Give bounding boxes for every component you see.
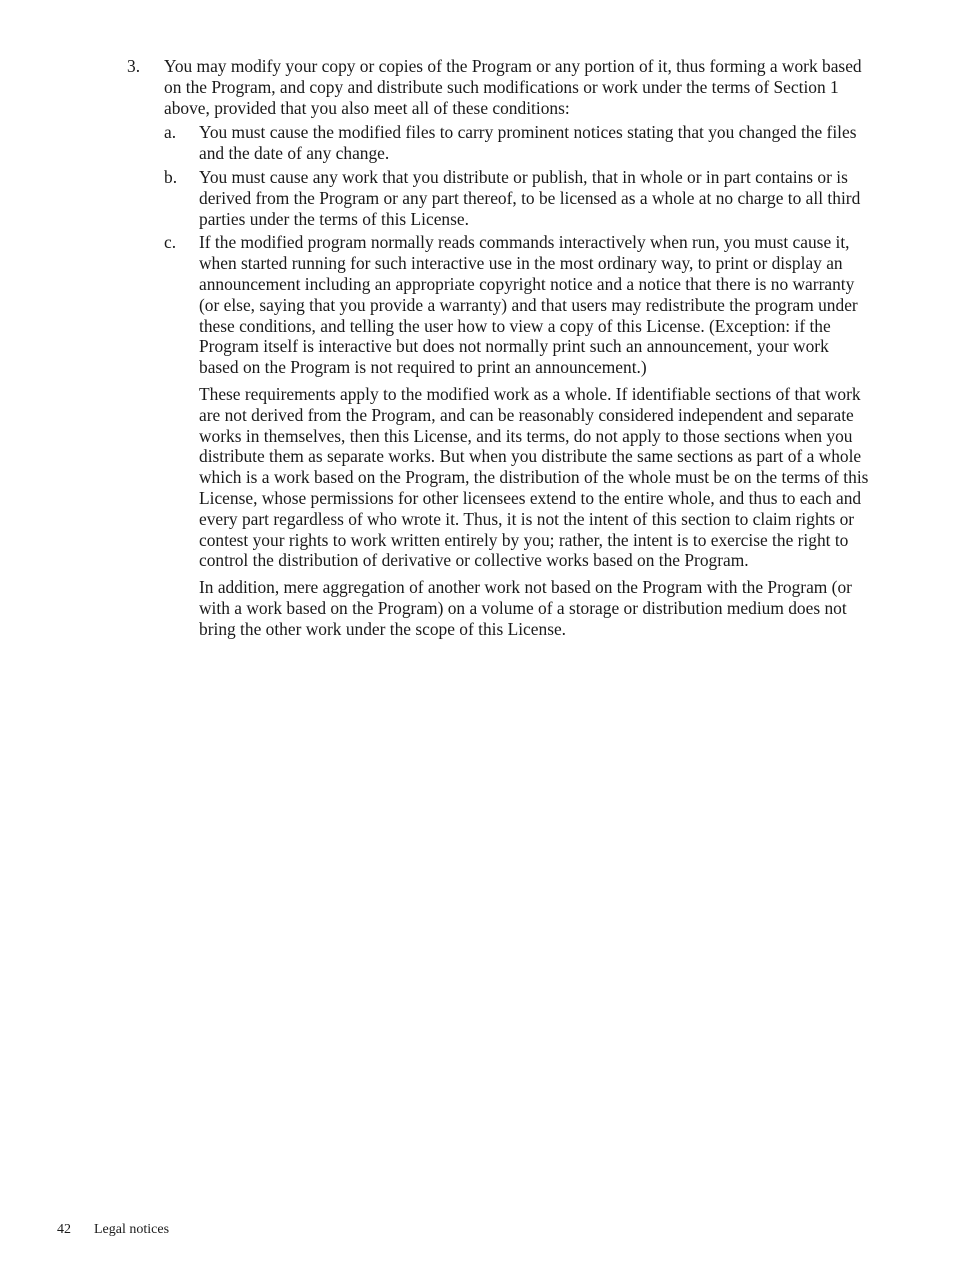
list-item-3 [127,56,872,640]
footer-section-title: Legal notices [94,1222,170,1237]
page-number: 42 [57,1222,71,1237]
paragraph-requirements: These requirements apply to the modified work as a whole. If identifiable sections of that work are not derived from the Program, and can be reasonably considered independent and separate works in themselves, then this License, and its terms, do not apply to those sections when you distribute them as separate works. But when you distribute the same sections as part of a whole which is a work based on the Program, the distribution of the whole must be on the terms of this License, whose permissions for other licensees extend to the entire whole, and thus to each and every part regardless of who wrote it. Thus, it is not the intent of this section to claim rights or contest your rights to work written entirely by you; rather, the intent is to exercise the right to control the distribution of derivative or collective works based on the Program. [199,383,869,571]
sublist [164,122,872,639]
subitem-text: You must cause any work that you distribute or publish, that in whole or in part contains or is derived from the Program or any part thereof, to be licensed as a whole at no charge to all third parties under the terms of this License. [199,166,861,229]
list-item-number: 3. [127,56,141,76]
subitem-letter: a. [164,122,177,143]
page-footer [57,1222,169,1238]
subitem-a [164,122,872,164]
subitem-letter: c. [164,232,177,253]
paragraph-aggregation: In addition, mere aggregation of another work not based on the Program with the Program (or with a work based on the Program) on a volume of a storage or distribution medium does not bring the other work under the scope of this License. [199,577,852,639]
subitem-text: You must cause the modified files to carry prominent notices stating that you changed the files and the date of any change. [199,122,857,164]
subitem-c [164,232,872,378]
list-item-text: You may modify your copy or copies of the Program or any portion of it, thus forming a work based on the Program, and copy and distribute such modifications or work under the terms of Section 1 above, provided that you also meet all of these conditions: [164,56,862,118]
subitem-text: If the modified program normally reads commands interactively when run, you must cause it, when started running for such interactive use in the most ordinary way, to print or display an announcement including an appropriate copyright notice and a notice that there is no warranty (or else, saying that you provide a warranty) and that users may redistribute the program under these conditions, and telling the user how to view a copy of this License. (Exception: if the Program itself is interactive but does not normally print such an announcement, your work based on the Program is not required to print an announcement.) [199,232,858,378]
subitem-b [164,167,872,229]
subitem-letter: b. [164,166,178,187]
list-item-header [127,56,872,118]
